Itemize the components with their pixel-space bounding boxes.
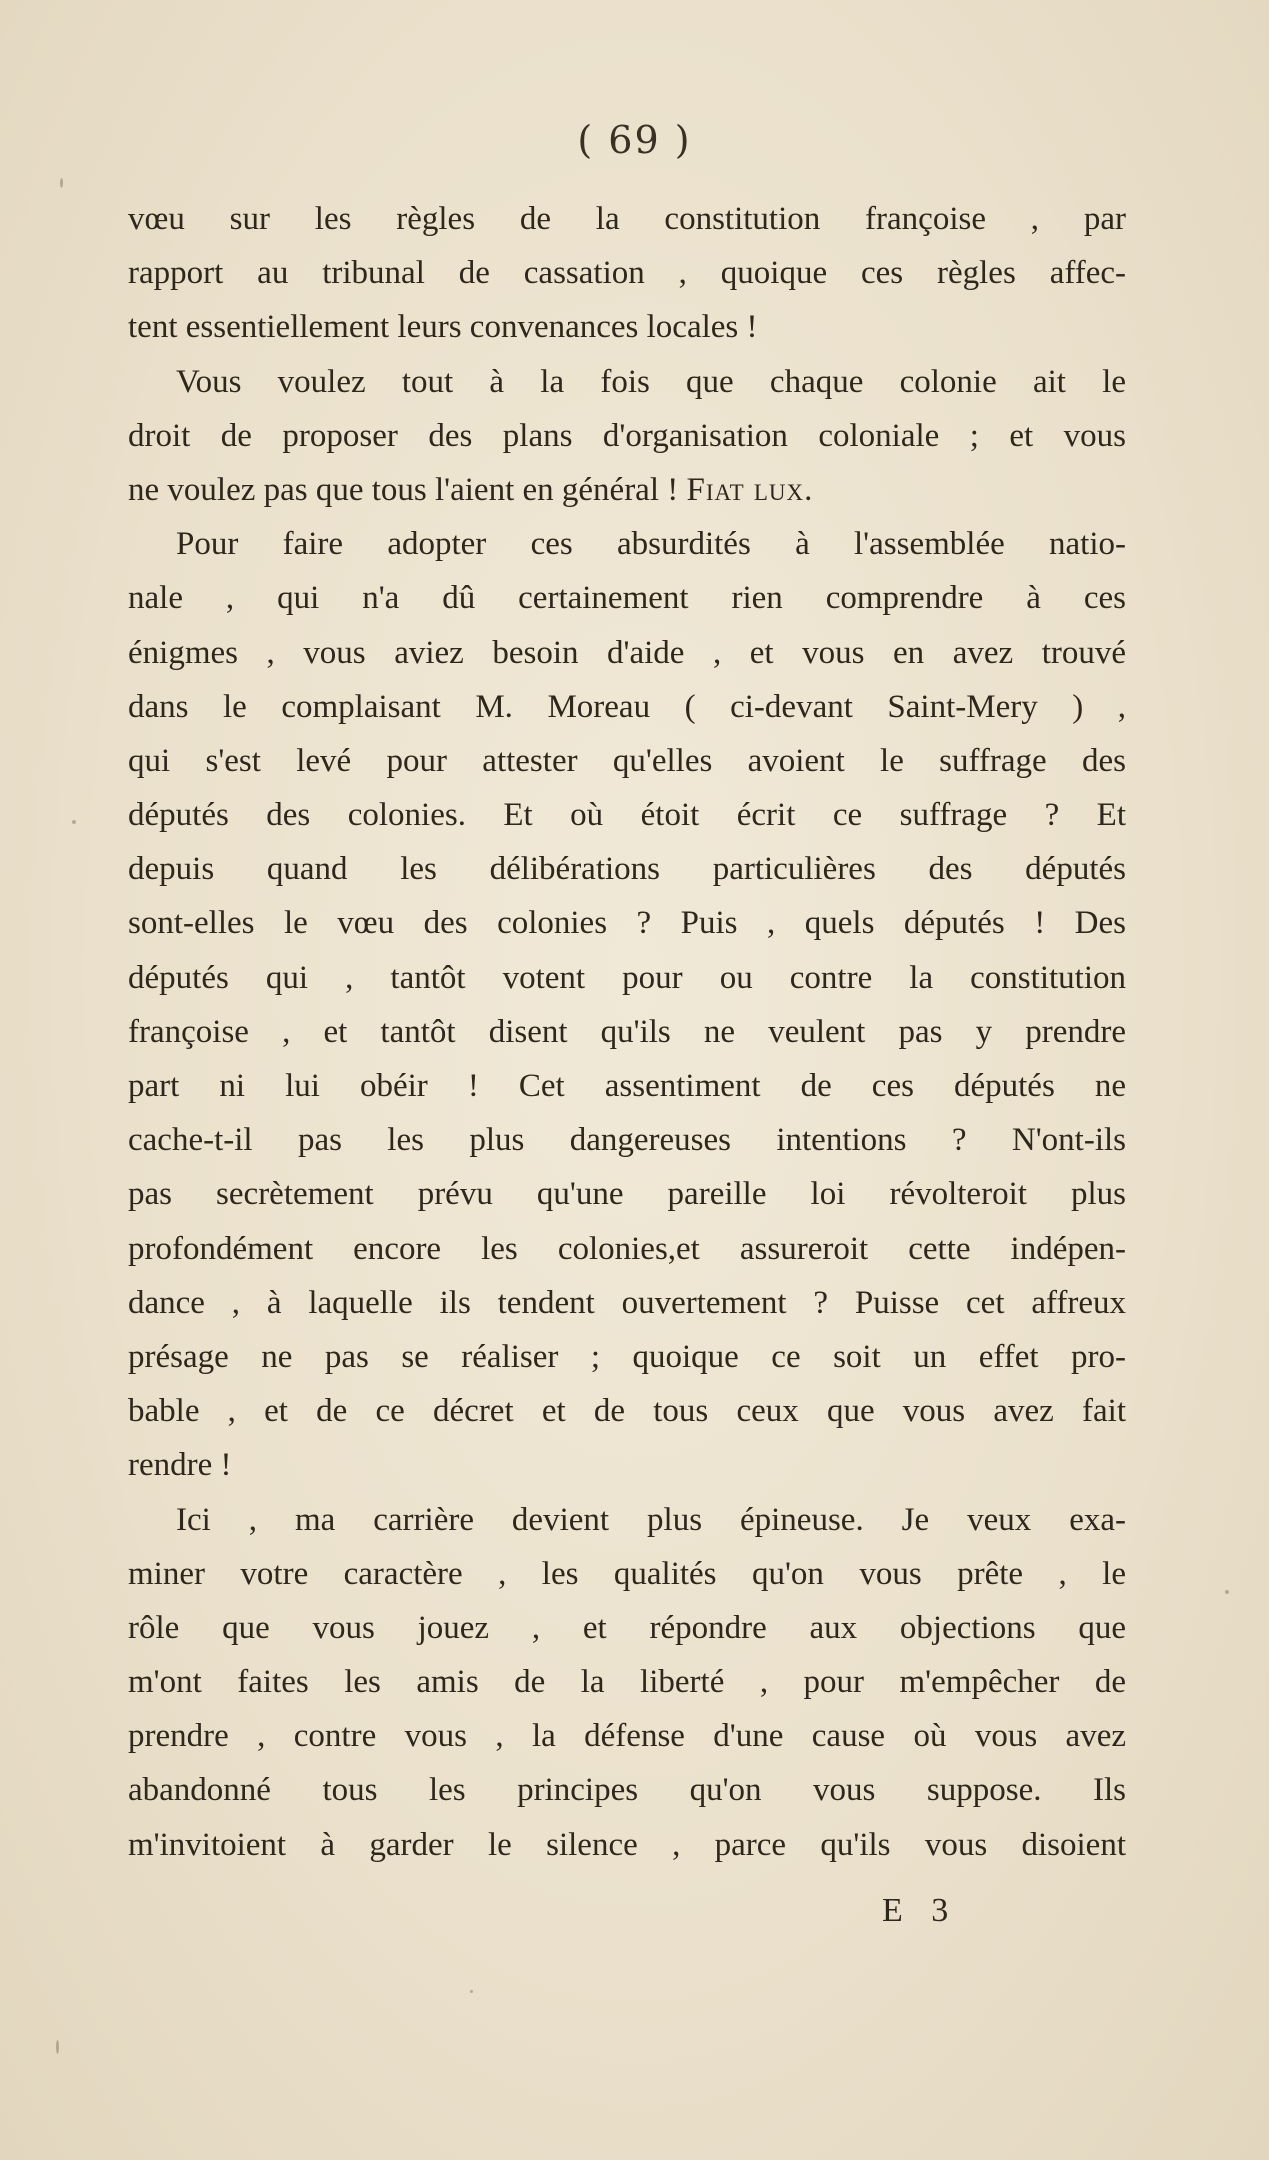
text-line: abandonné tous les principes qu'on vous suppose. Ils <box>128 1772 1126 1809</box>
paragraph <box>128 1493 1126 1872</box>
text-line: droit de proposer des plans d'organisation coloniale ; et vous <box>128 417 1126 454</box>
text-line: rendre ! <box>128 1447 232 1484</box>
text-line: dans le complaisant M. Moreau ( ci-devant Saint-Mery ) , <box>128 688 1126 725</box>
text-line: rôle que vous jouez , et répondre aux objections que <box>128 1609 1126 1646</box>
paper-speck <box>470 1990 473 1993</box>
text-line: nale , qui n'a dû certainement rien comprendre à ces <box>128 580 1126 617</box>
text-line: présage ne pas se réaliser ; quoique ce soit un effet pro- <box>128 1338 1126 1375</box>
text-line: profondément encore les colonies,et assureroit cette indépen- <box>128 1230 1126 1267</box>
body-text <box>128 192 1126 1872</box>
text-line: Ici , ma carrière devient plus épineuse. Je veux exa- <box>176 1501 1126 1538</box>
paper-speck <box>1225 1590 1229 1594</box>
text-line: Vous voulez tout à la fois que chaque colonie ait le <box>176 363 1126 400</box>
text-run: ne voulez pas que tous l'aient en général ! <box>128 471 687 508</box>
paragraph <box>128 355 1126 518</box>
text-line: députés qui , tantôt votent pour ou contre la constitution <box>128 959 1126 996</box>
text-line: rapport au tribunal de cassation , quoique ces règles affec- <box>128 255 1126 292</box>
text-line: qui s'est levé pour attester qu'elles avoient le suffrage des <box>128 742 1126 779</box>
text-line: depuis quand les délibérations particulières des députés <box>128 851 1126 888</box>
paper-speck <box>72 820 76 824</box>
text-line: Pour faire adopter ces absurdités à l'assemblée natio- <box>176 526 1126 563</box>
text-line <box>128 463 1126 517</box>
text-line: m'invitoient à garder le silence , parce qu'ils vous disoient <box>128 1826 1126 1863</box>
text-line: bable , et de ce décret et de tous ceux que vous avez fait <box>128 1393 1126 1430</box>
text-line: tent essentiellement leurs convenances locales ! <box>128 309 758 346</box>
text-line: françoise , et tantôt disent qu'ils ne veulent pas y prendre <box>128 1013 1126 1050</box>
text-line: énigmes , vous aviez besoin d'aide , et vous en avez trouvé <box>128 634 1126 671</box>
text-line: part ni lui obéir ! Cet assentiment de ces députés ne <box>128 1068 1126 1104</box>
fiat-lux-small-caps: Fiat lux. <box>686 471 814 508</box>
text-line: cache-t-il pas les plus dangereuses intentions ? N'ont-ils <box>128 1122 1126 1159</box>
text-line: miner votre caractère , les qualités qu'on vous prête , le <box>128 1555 1126 1592</box>
text-line: prendre , contre vous , la défense d'une cause où vous avez <box>128 1718 1126 1755</box>
printer-signature-mark: E 3 <box>882 1892 959 1929</box>
text-line: dance , à laquelle ils tendent ouvertement ? Puisse cet affreux <box>128 1284 1126 1321</box>
page-number: ( 69 ) <box>577 118 692 162</box>
paper-speck <box>60 178 63 188</box>
text-line: sont-elles le vœu des colonies ? Puis , quels députés ! Des <box>128 905 1126 942</box>
paper-speck <box>56 2040 59 2054</box>
text-line: vœu sur les règles de la constitution françoise , par <box>128 201 1126 237</box>
text-line: m'ont faites les amis de la liberté , pour m'empêcher de <box>128 1664 1126 1701</box>
paragraph <box>128 517 1126 1492</box>
text-line: pas secrètement prévu qu'une pareille loi révolteroit plus <box>128 1176 1126 1213</box>
paragraph <box>128 192 1126 355</box>
text-line: députés des colonies. Et où étoit écrit ce suffrage ? Et <box>128 797 1126 834</box>
